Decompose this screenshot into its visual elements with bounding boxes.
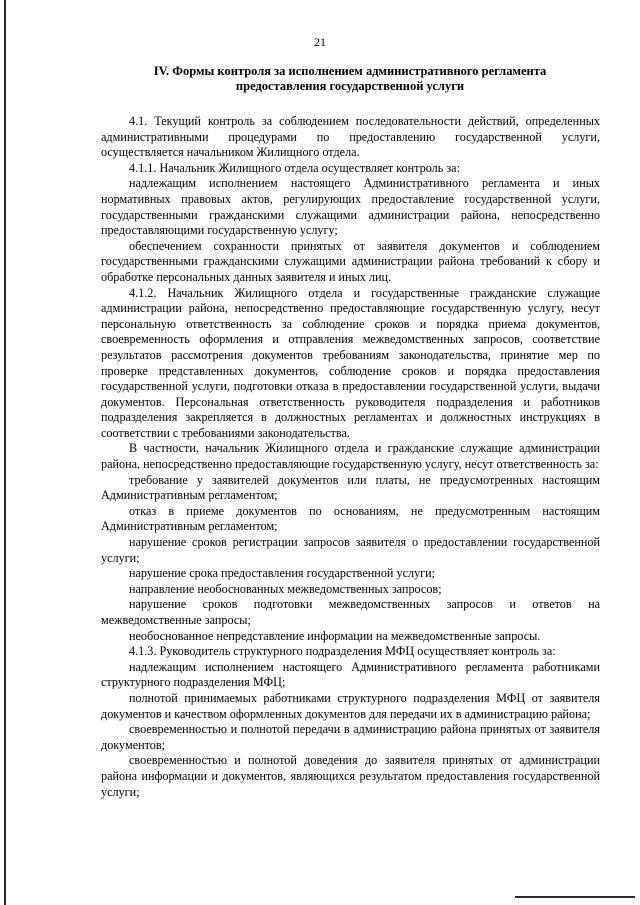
paragraph-responsibility-intro: В частности, начальник Жилищного отдела и гражданские служащие администрации района, непосредственно предоставляющие государственную услугу, несут ответственность за: <box>101 441 600 472</box>
paragraph-responsibility-term: нарушение срока предоставления государственной услуги; <box>129 566 436 581</box>
paragraph-mfc-regulation: надлежащим исполнением настоящего Административного регламента работниками структурного подразделения МФЦ; <box>101 659 600 690</box>
paragraph-responsibility-deadlines: нарушение сроков подготовки межведомственных запросов и ответов на межведомственные запросы; <box>101 597 600 627</box>
paragraph-responsibility-requests: направление необоснованных межведомственных запросов; <box>129 581 442 596</box>
paragraph-responsibility-fees: требование у заявителей документов или платы, не предусмотренных настоящим Административным регламентом; <box>101 472 600 503</box>
page-number: 21 <box>314 35 326 49</box>
section-heading-line-1: IV. Формы контроля за исполнением административного регламента <box>153 64 547 78</box>
scan-edge-left <box>4 0 6 905</box>
paragraph-4-1-1: 4.1.1. Начальник Жилищного отдела осуществляет контроль за: <box>129 160 460 175</box>
scan-edge-bottom <box>515 896 635 898</box>
paragraph-mfc-documents: полнотой принимаемых работниками структурного подразделения МФЦ от заявителя документов и качеством оформленных документов для передачи их в администрацию района; <box>101 690 600 721</box>
paragraph-mfc-transfer: своевременностью и полнотой передачи в администрацию района принятых от заявителя документов; <box>101 722 600 752</box>
paragraph-4-1-2: 4.1.2. Начальник Жилищного отдела и государственные гражданские служащие администрации района, непосредственно предоставляющие государственную услугу, несут персональную ответственность за соблюдение сроков и порядка приема документов, своевременность оформления и отправления межведомственных запросов, соответствие результатов рассмотрения документов требованиям законодательства, принятие мер по проверке представленных документов, соблюдение сроков и порядка предоставления государственной услуги, подготовки отказа в предоставлении государственной услуги, выдачи документов. Персональная ответственность руководителя подразделения и работников подразделения закрепляется в должностных регламентах и должностных инструкциях в соответствии с требованиями законодательства. <box>101 285 600 440</box>
paragraph-control-regulation: надлежащим исполнением настоящего Административного регламента и иных нормативных правовых актов, регулирующих предоставление государственной услуги, государственными гражданскими служащими администрации района, непосредственно предоставляющими государственную услугу; <box>101 176 600 238</box>
paragraph-responsibility-registration: нарушение сроков регистрации запросов заявителя о предоставлении государственной услуги; <box>101 535 600 565</box>
section-heading-line-2: предоставления государственной услуги <box>235 79 465 93</box>
paragraph-4-1: 4.1. Текущий контроль за соблюдением последовательности действий, определенных административными процедурами по предоставлению государственной услуги, осуществляется начальником Жилищного отдела. <box>101 114 600 160</box>
paragraph-responsibility-refusal: отказ в приеме документов по основаниям, не предусмотренным настоящим Административным регламентом; <box>101 503 600 534</box>
paragraph-control-documents: обеспечением сохранности принятых от заявителя документов и соблюдением государственными гражданскими служащими администрации района требований к сбору и обработке персональных данных заявителя и иных лиц. <box>101 238 600 284</box>
paragraph-responsibility-information: необоснованное непредставление информации на межведомственные запросы. <box>129 628 541 643</box>
body-text <box>101 114 600 800</box>
paragraph-4-1-3: 4.1.3. Руководитель структурного подразделения МФЦ осуществляет контроль за: <box>129 644 556 659</box>
section-heading <box>100 64 600 94</box>
paragraph-mfc-delivery: своевременностью и полнотой доведения до заявителя принятых от администрации района информации и документов, являющихся результатом предоставления государственной услуги; <box>101 753 600 799</box>
